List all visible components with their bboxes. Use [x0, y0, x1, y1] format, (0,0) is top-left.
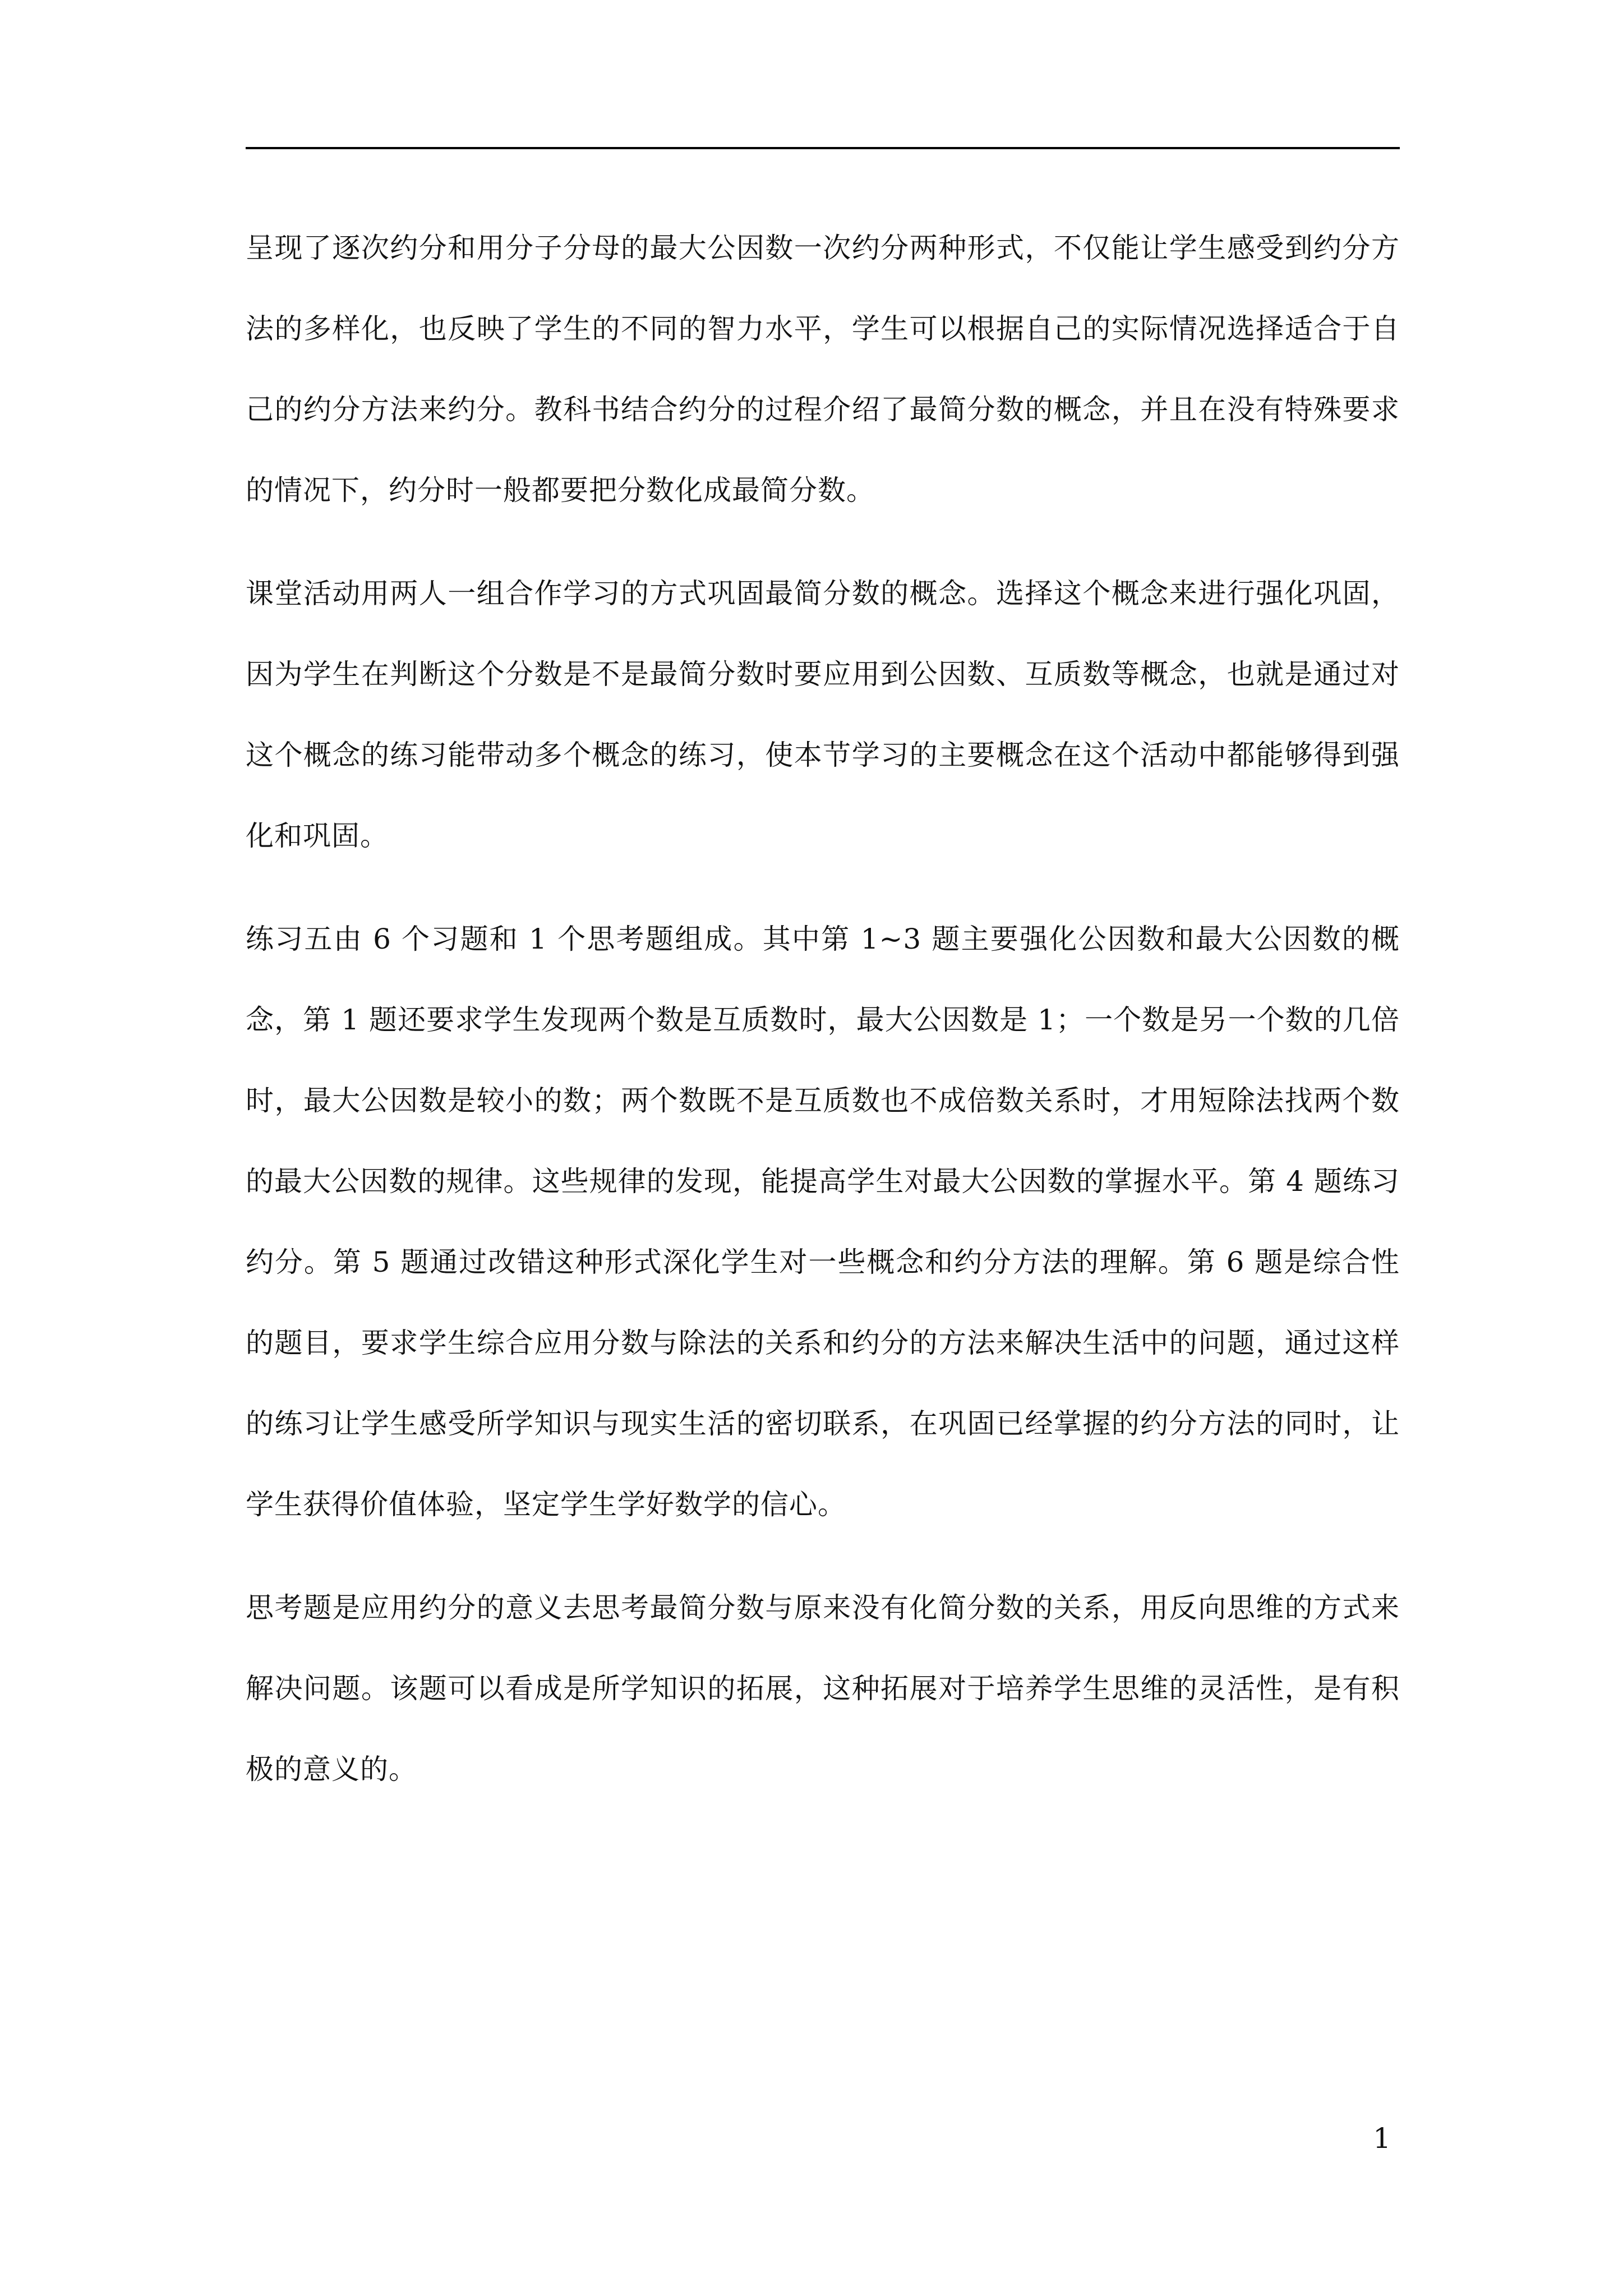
paragraph-thinking-question: 思考题是应用约分的意义去思考最简分数与原来没有化简分数的关系，用反向思维的方式来解决问题。该题可以看成是所学知识的拓展，这种拓展对于培养学生思维的灵活性，是有积极的意义的。	[246, 1591, 1400, 1786]
document-body	[246, 208, 1400, 1832]
page-number: 1	[1373, 2122, 1391, 2155]
paragraph-classroom-activity: 课堂活动用两人一组合作学习的方式巩固最简分数的概念。选择这个概念来进行强化巩固，因为学生在判断这个分数是不是最简分数时要应用到公因数、互质数等概念，也就是通过对这个概念的练习能带动多个概念的练习，使本节学习的主要概念在这个活动中都能够得到强化和巩固。	[246, 577, 1400, 852]
paragraph-fraction-reduction-methods: 呈现了逐次约分和用分子分母的最大公因数一次约分两种形式，不仅能让学生感受到约分方法的多样化，也反映了学生的不同的智力水平，学生可以根据自己的实际情况选择适合于自己的约分方法来约分。教科书结合约分的过程介绍了最简分数的概念，并且在没有特殊要求的情况下，约分时一般都要把分数化成最简分数。	[246, 232, 1400, 507]
paragraph-exercise-five: 练习五由 6 个习题和 1 个思考题组成。其中第 1~3 题主要强化公因数和最大公因数的概念，第 1 题还要求学生发现两个数是互质数时，最大公因数是 1；一个数是另一个数的几倍时，最大公因数是较小的数；两个数既不是互质数也不成倍数关系时，才用短除法找两个数的最大公因数的规律。这些规律的发现，能提高学生对最大公因数的掌握水平。第 4 题练习约分。第 5 题通过改错这种形式深化学生对一些概念和约分方法的理解。第 6 题是综合性的题目，要求学生综合应用分数与除法的关系和约分的方法来解决生活中的问题，通过这样的练习让学生感受所学知识与现实生活的密切联系，在巩固已经掌握的约分方法的同时，让学生获得价值体验，坚定学生学好数学的信心。	[246, 923, 1400, 1521]
header-rule	[246, 147, 1400, 149]
